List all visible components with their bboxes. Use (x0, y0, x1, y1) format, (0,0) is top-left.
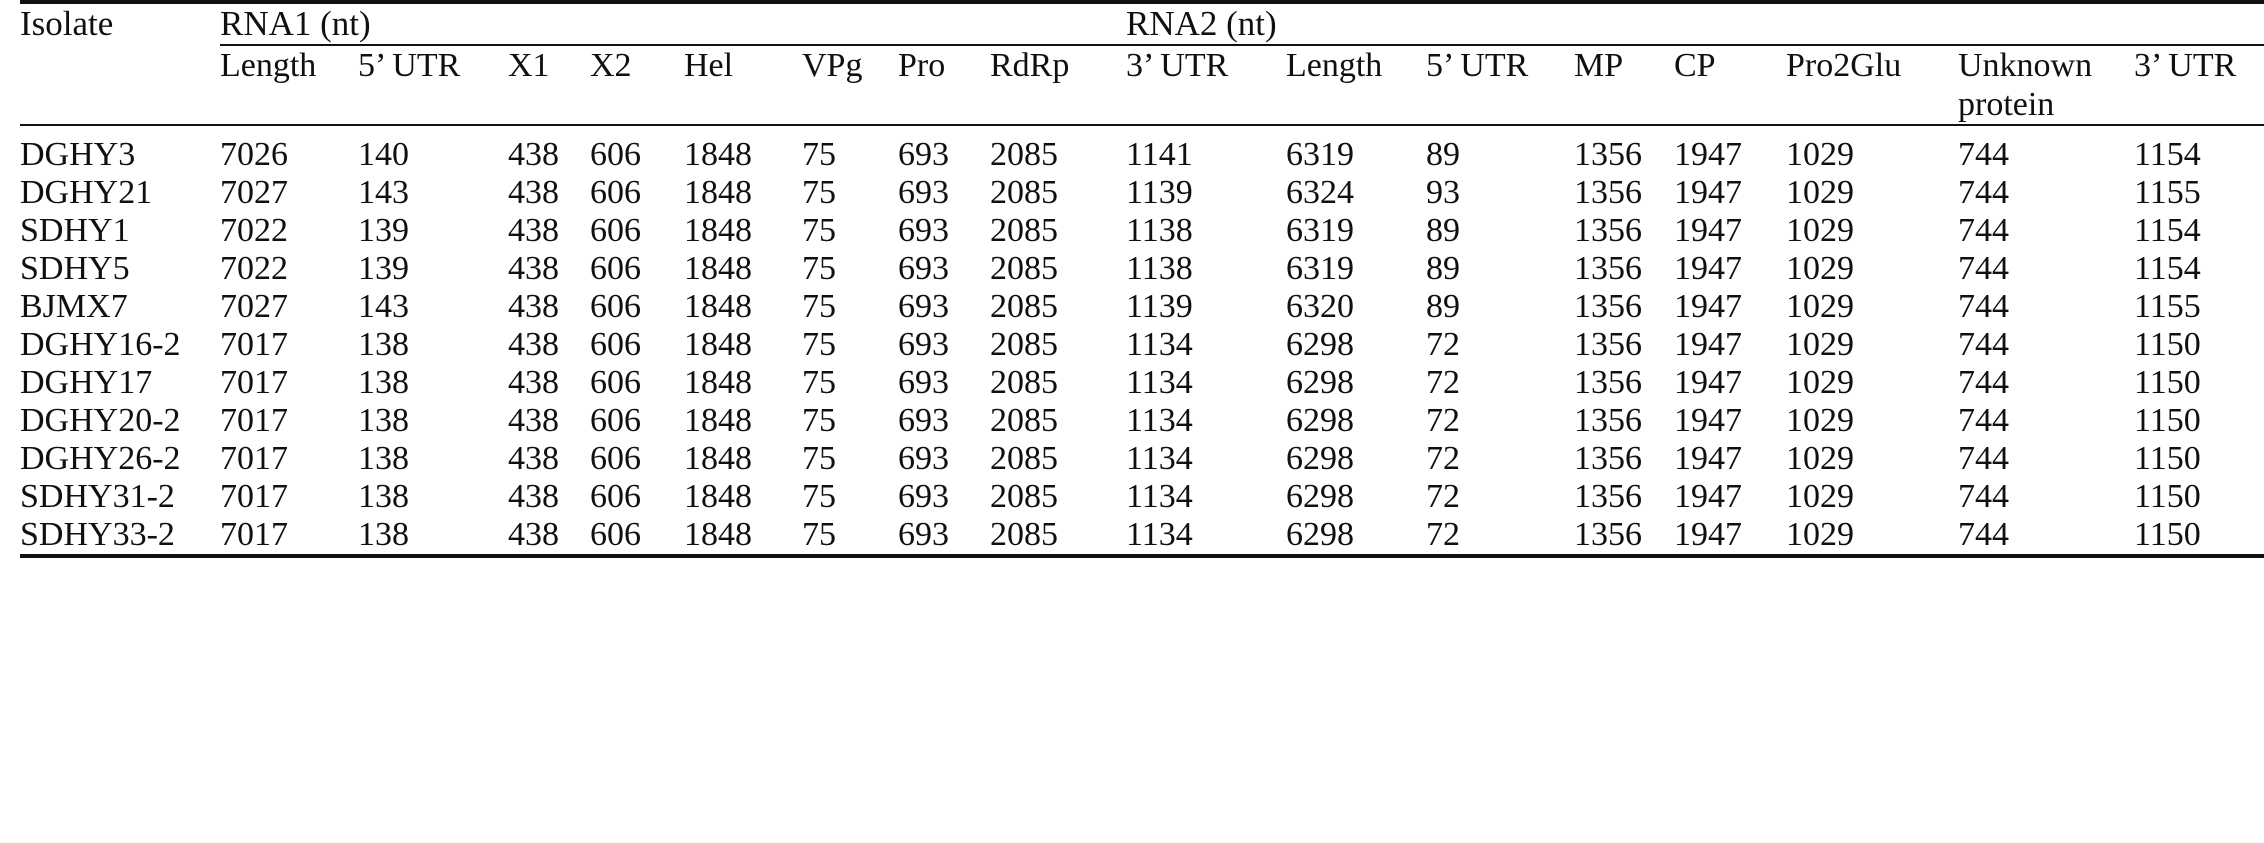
data-cell: 1848 (684, 326, 752, 364)
data-cell: 1134 (1126, 440, 1193, 478)
data-cell: 2085 (990, 250, 1058, 288)
data-cell: 1947 (1674, 250, 1742, 288)
data-cell: 693 (898, 478, 949, 516)
table-row (20, 250, 2264, 288)
data-cell: 1029 (1786, 440, 1854, 478)
column-header-rna1-5utr: 5’ UTR (358, 47, 461, 84)
data-cell: 1356 (1574, 516, 1642, 554)
data-cell: 606 (590, 250, 641, 288)
data-cell: 7017 (220, 326, 288, 364)
data-cell: 438 (508, 326, 559, 364)
data-cell: 1947 (1674, 326, 1742, 364)
data-cell: 75 (802, 516, 836, 554)
data-cell: 2085 (990, 288, 1058, 326)
data-cell: 1356 (1574, 136, 1642, 174)
data-cell: 1154 (2134, 136, 2201, 174)
data-cell: 7026 (220, 136, 288, 174)
data-cell: 75 (802, 136, 836, 174)
data-cell: 744 (1958, 136, 2009, 174)
data-cell: 1947 (1674, 288, 1742, 326)
data-cell: 1154 (2134, 212, 2201, 250)
data-cell: 6298 (1286, 478, 1354, 516)
data-cell: 1848 (684, 402, 752, 440)
data-cell: 2085 (990, 326, 1058, 364)
data-cell: 1155 (2134, 288, 2201, 326)
data-cell: 606 (590, 136, 641, 174)
data-cell: 89 (1426, 136, 1460, 174)
data-cell: 1150 (2134, 402, 2201, 440)
data-cell: 2085 (990, 136, 1058, 174)
data-cell: 1150 (2134, 364, 2201, 402)
group-header-rna1: RNA1 (nt) (220, 4, 371, 43)
data-cell: 6319 (1286, 136, 1354, 174)
data-cell: 1356 (1574, 326, 1642, 364)
data-cell: 693 (898, 136, 949, 174)
column-header-x2: X2 (590, 47, 632, 84)
data-cell: 72 (1426, 402, 1460, 440)
data-cell: 1356 (1574, 288, 1642, 326)
table-row (20, 326, 2264, 364)
table-row (20, 174, 2264, 212)
data-cell: 7027 (220, 174, 288, 212)
data-cell: 2085 (990, 516, 1058, 554)
data-cell: 1154 (2134, 250, 2201, 288)
isolate-cell: DGHY26-2 (20, 440, 181, 478)
data-cell: 693 (898, 288, 949, 326)
data-cell: 1150 (2134, 440, 2201, 478)
data-cell: 1138 (1126, 212, 1193, 250)
data-cell: 140 (358, 136, 409, 174)
data-cell: 744 (1958, 250, 2009, 288)
data-cell: 693 (898, 364, 949, 402)
data-cell: 1155 (2134, 174, 2201, 212)
data-cell: 1848 (684, 250, 752, 288)
data-cell: 1029 (1786, 402, 1854, 440)
data-cell: 1947 (1674, 212, 1742, 250)
group-header-rna2: RNA2 (nt) (1126, 4, 1277, 43)
data-cell: 75 (802, 402, 836, 440)
data-cell: 1134 (1126, 326, 1193, 364)
data-cell: 744 (1958, 402, 2009, 440)
column-header-pro: Pro (898, 47, 946, 84)
column-header-pro2glu: Pro2Glu (1786, 47, 1902, 84)
data-cell: 93 (1426, 174, 1460, 212)
column-header-rna1-length: Length (220, 47, 317, 84)
data-cell: 1356 (1574, 364, 1642, 402)
isolate-cell: DGHY17 (20, 364, 153, 402)
data-cell: 744 (1958, 364, 2009, 402)
data-cell: 7017 (220, 478, 288, 516)
isolate-cell: SDHY5 (20, 250, 130, 288)
data-cell: 138 (358, 402, 409, 440)
data-cell: 89 (1426, 250, 1460, 288)
data-cell: 744 (1958, 212, 2009, 250)
data-cell: 75 (802, 364, 836, 402)
data-cell: 2085 (990, 174, 1058, 212)
data-cell: 1848 (684, 288, 752, 326)
data-cell: 7017 (220, 402, 288, 440)
data-cell: 606 (590, 288, 641, 326)
data-cell: 2085 (990, 440, 1058, 478)
data-cell: 606 (590, 516, 641, 554)
data-cell: 744 (1958, 288, 2009, 326)
table-row (20, 364, 2264, 402)
data-cell: 138 (358, 440, 409, 478)
data-cell: 1029 (1786, 288, 1854, 326)
isolate-cell: DGHY21 (20, 174, 153, 212)
data-cell: 1947 (1674, 516, 1742, 554)
data-cell: 139 (358, 212, 409, 250)
data-cell: 693 (898, 326, 949, 364)
isolate-cell: DGHY16-2 (20, 326, 181, 364)
data-cell: 1029 (1786, 212, 1854, 250)
data-cell: 72 (1426, 440, 1460, 478)
data-cell: 75 (802, 478, 836, 516)
data-cell: 1356 (1574, 212, 1642, 250)
data-cell: 138 (358, 364, 409, 402)
data-cell: 6298 (1286, 440, 1354, 478)
data-cell: 744 (1958, 440, 2009, 478)
data-cell: 89 (1426, 212, 1460, 250)
data-cell: 438 (508, 478, 559, 516)
data-cell: 693 (898, 250, 949, 288)
data-cell: 693 (898, 174, 949, 212)
isolate-cell: BJMX7 (20, 288, 128, 326)
isolate-cell: DGHY3 (20, 136, 136, 174)
bottom-rule (20, 556, 2264, 558)
data-cell: 1141 (1126, 136, 1193, 174)
data-cell: 1139 (1126, 174, 1193, 212)
isolate-cell: SDHY31-2 (20, 478, 175, 516)
data-cell: 89 (1426, 288, 1460, 326)
data-cell: 6320 (1286, 288, 1354, 326)
data-cell: 438 (508, 516, 559, 554)
data-cell: 1029 (1786, 364, 1854, 402)
column-header-rdrp: RdRp (990, 47, 1070, 84)
column-header-rna2-length: Length (1286, 47, 1383, 84)
data-cell: 7017 (220, 440, 288, 478)
table-body (20, 126, 2264, 556)
data-cell: 2085 (990, 212, 1058, 250)
data-cell: 744 (1958, 174, 2009, 212)
data-cell: 1848 (684, 364, 752, 402)
data-cell: 438 (508, 174, 559, 212)
data-cell: 438 (508, 440, 559, 478)
data-cell: 1356 (1574, 478, 1642, 516)
data-cell: 72 (1426, 326, 1460, 364)
column-header-mp: MP (1574, 47, 1624, 84)
data-cell: 438 (508, 136, 559, 174)
column-header-rna2-5utr: 5’ UTR (1426, 47, 1529, 84)
data-cell: 1947 (1674, 478, 1742, 516)
data-cell: 143 (358, 174, 409, 212)
data-cell: 1134 (1126, 364, 1193, 402)
data-cell: 438 (508, 250, 559, 288)
data-cell: 72 (1426, 516, 1460, 554)
data-cell: 6324 (1286, 174, 1354, 212)
data-cell: 1138 (1126, 250, 1193, 288)
data-cell: 2085 (990, 364, 1058, 402)
table-row (20, 136, 2264, 174)
data-cell: 1356 (1574, 174, 1642, 212)
column-header-cp: CP (1674, 47, 1716, 84)
data-cell: 1029 (1786, 174, 1854, 212)
data-cell: 75 (802, 326, 836, 364)
data-cell: 606 (590, 364, 641, 402)
data-cell: 606 (590, 174, 641, 212)
data-cell: 1947 (1674, 174, 1742, 212)
data-cell: 438 (508, 288, 559, 326)
data-cell: 7017 (220, 516, 288, 554)
column-header-rna1-3utr: 3’ UTR (1126, 47, 1229, 84)
data-cell: 7027 (220, 288, 288, 326)
data-cell: 1134 (1126, 402, 1193, 440)
column-header-hel: Hel (684, 47, 734, 84)
data-cell: 75 (802, 174, 836, 212)
table-row (20, 288, 2264, 326)
data-cell: 1029 (1786, 136, 1854, 174)
table-row (20, 516, 2264, 556)
data-cell: 744 (1958, 516, 2009, 554)
column-header-x1: X1 (508, 47, 550, 84)
data-cell: 72 (1426, 364, 1460, 402)
data-cell: 438 (508, 212, 559, 250)
data-cell: 1029 (1786, 516, 1854, 554)
data-cell: 1029 (1786, 250, 1854, 288)
column-header-unknown-protein: Unknown protein (1958, 47, 2093, 124)
data-cell: 6298 (1286, 364, 1354, 402)
data-cell: 1029 (1786, 478, 1854, 516)
data-cell: 1134 (1126, 478, 1193, 516)
genome-organization-table (20, 0, 2264, 558)
table-row (20, 212, 2264, 250)
data-cell: 139 (358, 250, 409, 288)
data-cell: 1947 (1674, 402, 1742, 440)
data-cell: 6298 (1286, 326, 1354, 364)
data-cell: 438 (508, 402, 559, 440)
data-cell: 1848 (684, 516, 752, 554)
data-cell: 606 (590, 440, 641, 478)
data-cell: 7017 (220, 364, 288, 402)
column-header-vpg: VPg (802, 47, 863, 84)
data-cell: 438 (508, 364, 559, 402)
data-cell: 1848 (684, 212, 752, 250)
data-cell: 744 (1958, 478, 2009, 516)
group-header-isolate: Isolate (20, 4, 114, 43)
data-cell: 1150 (2134, 516, 2201, 554)
data-cell: 1139 (1126, 288, 1193, 326)
data-cell: 606 (590, 478, 641, 516)
data-cell: 1947 (1674, 136, 1742, 174)
column-header-rna2-3utr: 3’ UTR (2134, 47, 2237, 84)
table-row (20, 402, 2264, 440)
column-header-row (20, 46, 2264, 125)
data-cell: 6319 (1286, 250, 1354, 288)
data-cell: 1848 (684, 174, 752, 212)
data-cell: 1947 (1674, 440, 1742, 478)
isolate-cell: SDHY1 (20, 212, 130, 250)
table-row (20, 440, 2264, 478)
data-cell: 1848 (684, 440, 752, 478)
data-cell: 138 (358, 326, 409, 364)
data-cell: 6319 (1286, 212, 1354, 250)
data-cell: 138 (358, 478, 409, 516)
data-cell: 693 (898, 516, 949, 554)
data-cell: 1947 (1674, 364, 1742, 402)
body-spacer (20, 126, 2264, 136)
data-cell: 1150 (2134, 326, 2201, 364)
data-cell: 1848 (684, 478, 752, 516)
isolate-cell: DGHY20-2 (20, 402, 181, 440)
data-cell: 606 (590, 212, 641, 250)
data-cell: 143 (358, 288, 409, 326)
isolate-cell: SDHY33-2 (20, 516, 175, 554)
data-cell: 693 (898, 212, 949, 250)
data-cell: 6298 (1286, 402, 1354, 440)
data-cell: 7022 (220, 212, 288, 250)
data-cell: 1029 (1786, 326, 1854, 364)
data-cell: 138 (358, 516, 409, 554)
data-cell: 693 (898, 440, 949, 478)
data-cell: 744 (1958, 326, 2009, 364)
data-cell: 1848 (684, 136, 752, 174)
data-cell: 75 (802, 440, 836, 478)
data-cell: 1356 (1574, 250, 1642, 288)
data-cell: 1356 (1574, 402, 1642, 440)
data-cell: 75 (802, 250, 836, 288)
table-row (20, 478, 2264, 516)
data-cell: 72 (1426, 478, 1460, 516)
data-cell: 2085 (990, 478, 1058, 516)
data-cell: 606 (590, 402, 641, 440)
data-cell: 2085 (990, 402, 1058, 440)
data-cell: 1134 (1126, 516, 1193, 554)
data-cell: 7022 (220, 250, 288, 288)
data-cell: 6298 (1286, 516, 1354, 554)
data-cell: 75 (802, 288, 836, 326)
data-cell: 1150 (2134, 478, 2201, 516)
column-header-isolate (20, 46, 220, 125)
data-cell: 606 (590, 326, 641, 364)
data-cell: 75 (802, 212, 836, 250)
group-header-row (20, 4, 2264, 45)
data-cell: 693 (898, 402, 949, 440)
data-cell: 1356 (1574, 440, 1642, 478)
